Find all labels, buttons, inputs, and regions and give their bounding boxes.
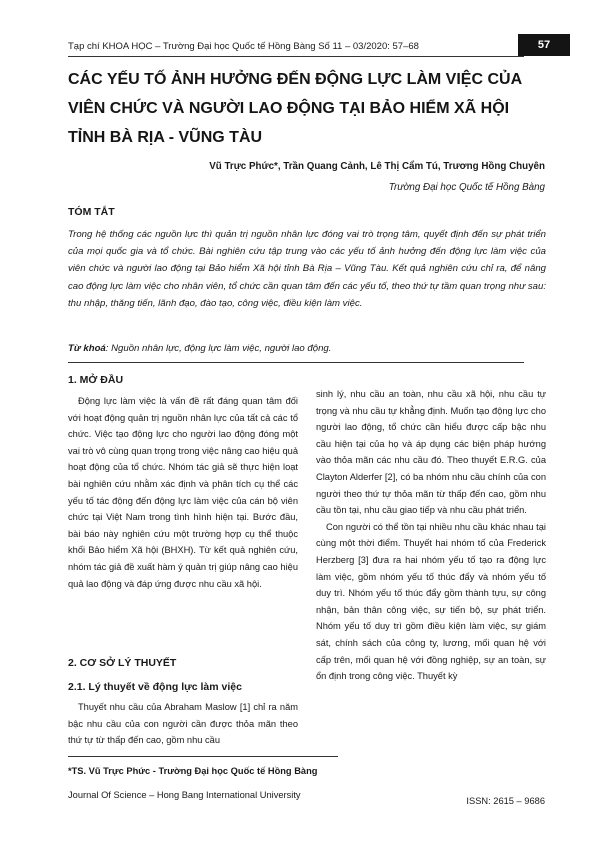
affiliation: Trường Đại học Quốc tế Hồng Bàng xyxy=(388,182,545,193)
section21-paragraph: Thuyết nhu cầu của Abraham Maslow [1] chỉ ra năm bậc nhu cầu của con người cần được thỏa mãn theo thứ tự từ thấp đến cao, gồm nhu cầu xyxy=(68,702,298,746)
footer-journal: Journal Of Science – Hong Bang International University xyxy=(68,790,301,800)
abstract-rule xyxy=(68,362,524,363)
paper-title: CÁC YẾU TỐ ẢNH HƯỞNG ĐẾN ĐỘNG LỰC LÀM VIỆC CỦA VIÊN CHỨC VÀ NGƯỜI LAO ĐỘNG TẠI BẢO HIỂM XÃ HỘI TỈNH BÀ RỊA - VŨNG TÀU xyxy=(68,71,522,146)
authors: Vũ Trực Phức*, Trần Quang Cảnh, Lê Thị Cẩm Tú, Trương Hồng Chuyên xyxy=(209,161,545,172)
section1-heading: 1. MỞ ĐẦU xyxy=(68,374,124,386)
section21-heading: 2.1. Lý thuyết về động lực làm việc xyxy=(68,681,242,693)
keywords-list: : Nguồn nhân lực, động lực làm việc, người lao động. xyxy=(105,343,332,354)
header-rule xyxy=(68,56,524,57)
footnote-rule xyxy=(68,756,338,757)
section1-paragraph: Động lực làm việc là vấn đề rất đáng quan tâm đối với hoạt động quản trị nguồn nhân lực của tất cả các tổ chức. Việc tạo động lực cho người lao động đóng một vai trò vô cùng quan trọng trong việc nâng cao hiệu quả hoạt động của tổ chức. Nhóm tác giả sẽ thực hiện loạt bài nghiên cứu nhằm xác định và phân tích cụ thể các yếu tố tác động đến động lực làm việc của cán bộ viên chức tại Việt Nam trong tình hình hiện tại. Bước đầu, bài báo này nghiên cứu một trường hợp cụ thể thuộc khối Bảo hiểm Xã hội (BHXH). Từ kết quả nghiên cứu, nhóm tác giả đề xuất hàm ý quản trị giúp nâng cao hiệu quả lao động và đáp ứng được nhu cầu xã hội. xyxy=(68,396,298,589)
footer-issn: ISSN: 2615 – 9686 xyxy=(466,796,545,806)
abstract-heading: TÓM TẮT xyxy=(68,206,115,218)
abstract-text: Trong hệ thống các nguồn lực thì quản trị nguồn nhân lực đóng vai trò trọng tâm, quyết định đến sự phát triển của mọi quốc gia và tổ chức. Bài nghiên cứu tập trung vào các yếu tố ảnh hưởng đến động lực làm việc của viên chức và người lao động tại Bảo hiểm Xã hội tỉnh Bà Rịa – Vũng Tàu. Kết quả nghiên cứu chỉ ra, để nâng cao động lực làm việc cho nhân viên, tổ chức cần quan tâm đến các yếu tố, theo thứ tự tầm quan trọng như sau: thu nhập, thăng tiến, lãnh đạo, đào tạo, công việc, điều kiện làm việc. xyxy=(68,229,546,309)
section2-heading: 2. CƠ SỞ LÝ THUYẾT xyxy=(68,657,177,669)
column-right xyxy=(316,386,546,685)
column-right-paragraph-2: Con người có thể tồn tại nhiều nhu cầu khác nhau tại cùng một thời điểm. Thuyết hai nhóm tố của Frederick Herzberg [3] đưa ra hai nhóm yếu tố tạo ra động lực làm việc, gồm nhóm yếu tố thúc đẩy và nhóm yếu tố duy trì. Nhóm yếu tố thúc đẩy gồm thành tựu, sự công nhận, bản thân công việc, sự tiến bộ, sự phát triển. Nhóm yếu tố duy trì gồm điều kiện làm việc, sự giám sát, chính sách của công ty, lương, mối quan hệ với cấp trên, mối quan hệ với đồng nghiệp, sự an toàn, sự ổn định trong công việc. Thuyết kỳ xyxy=(316,521,546,682)
column-left xyxy=(68,393,298,592)
keywords xyxy=(68,343,546,354)
page-number: 57 xyxy=(518,34,570,56)
column-left-bottom xyxy=(68,699,298,749)
footnote: *TS. Vũ Trực Phức - Trường Đại học Quốc tế Hồng Bàng xyxy=(68,766,318,776)
column-right-paragraph-1: sinh lý, nhu cầu an toàn, nhu cầu xã hội, nhu cầu tự trọng và nhu cầu tự khẳng định. Muốn tạo động lực cho người lao động, tổ chức cần hiểu được cấp bậc nhu cầu hiện tại của họ và áp dụng các biện pháp hướng vào thỏa mãn các nhu cầu đó. Theo thuyết E.R.G. của Clayton Alderfer [2], có ba nhóm nhu cầu chính của con người theo thứ tự thỏa mãn từ thấp đến cao, gồm nhu cầu tồn tại, nhu cầu giao tiếp và nhu cầu phát triển. xyxy=(316,389,546,516)
keywords-label: Từ khoá xyxy=(68,343,106,354)
running-head: Tạp chí KHOA HỌC – Trường Đại học Quốc tế Hồng Bàng Số 11 – 03/2020: 57–68 xyxy=(68,41,419,52)
